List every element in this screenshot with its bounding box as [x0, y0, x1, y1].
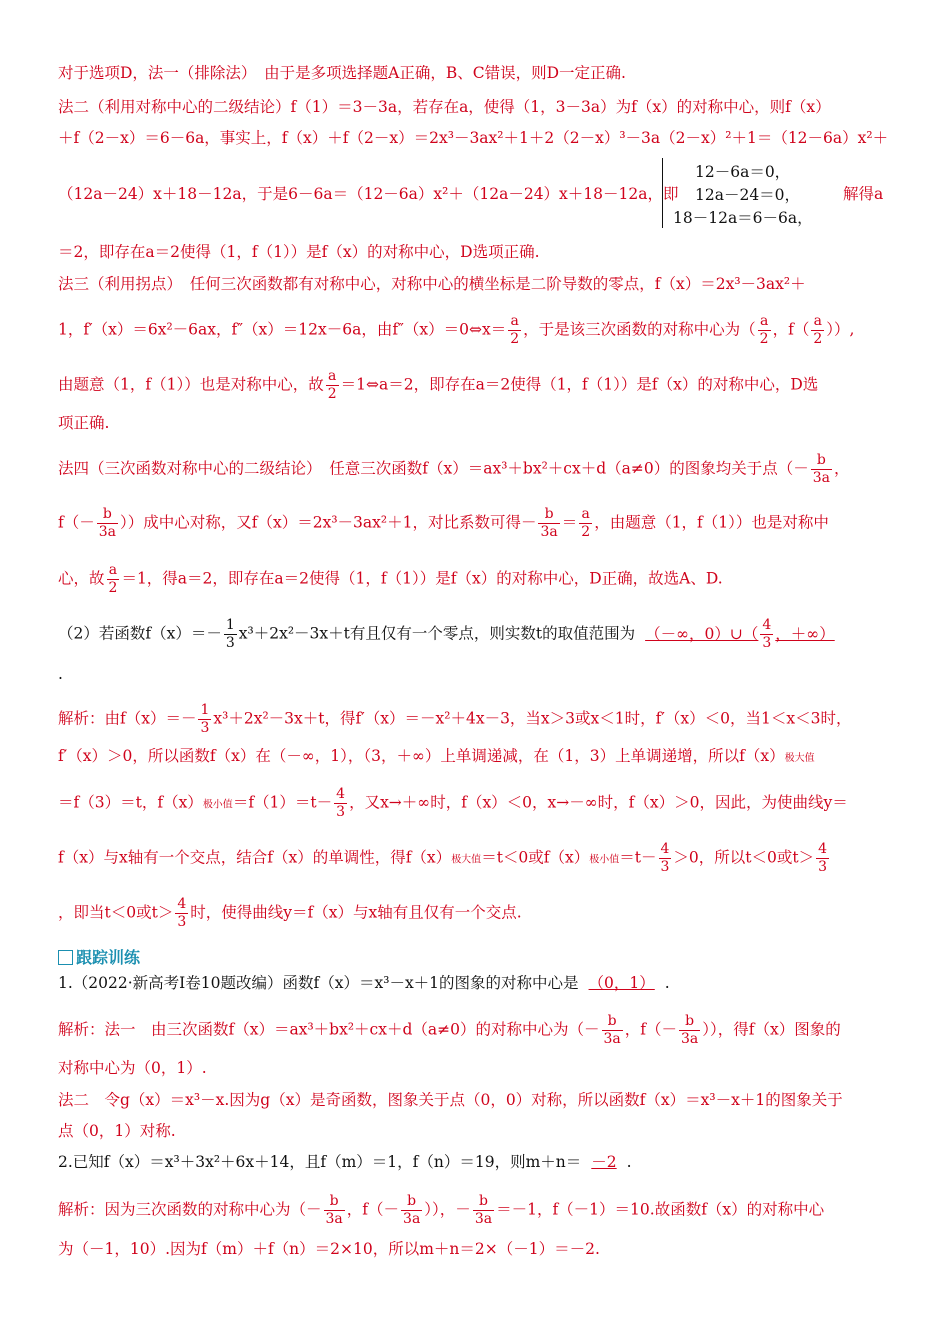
- line-method4-2: f（－ $\frac{b}{3a}$ ））成中心对称，又f（x）＝2x³－3ax²＋1，对比系数可得－ $\frac{b}{3a}$ ＝ $\frac{a}{2}$ ，由题意（1，f（1））也是对称中: [58, 506, 829, 540]
- analysis-q2-1: 解析：由f（x）＝－ $\frac{1}{3}$ x³＋2x²－3x＋t，得f′（x）＝－x²＋4x－3，当x＞3或x＜1时，f′（x）＜0，当1＜x＜3时，: [58, 702, 852, 736]
- equation-system: [662, 158, 833, 228]
- fraction-a-over-2: $\frac{a}{2}$: [759, 313, 769, 347]
- fraction-4-over-3: $\frac{4}{3}$: [660, 841, 670, 875]
- analysis-q2-3: ＝f（3）＝t，f（x）极小值＝f（1）＝t－ $\frac{4}{3}$ ，又x→＋∞时，f（x）＜0，x→－∞时，f（x）＞0，因此，为使曲线y＝: [58, 786, 848, 820]
- system-eq-3: 18－12a＝6－6a，: [673, 209, 813, 227]
- fraction-4-over-3: $\frac{4}{3}$: [336, 786, 346, 820]
- line-method2-3: （12a－24）x＋18－12a，于是6－6a＝（12－6a）x²＋（12a－24）x＋18－12a，即: [58, 185, 679, 203]
- answer-blank-p2: －2: [591, 1153, 617, 1171]
- system-eq-1: 12－6a＝0，: [695, 163, 791, 181]
- fraction-b-over-3a: $\frac{b}{3a}$: [474, 1193, 493, 1227]
- line-solve-a: 解得a: [843, 185, 884, 203]
- checkbox-icon: [58, 950, 73, 965]
- fraction-b-over-3a: $\frac{b}{3a}$: [98, 506, 117, 540]
- fraction-a-over-2: $\frac{a}{2}$: [813, 313, 823, 347]
- line-method3-4: 项正确.: [58, 414, 110, 432]
- fraction-a-over-2: $\frac{a}{2}$: [327, 368, 337, 402]
- section-heading-practice: 跟踪训练: [58, 946, 893, 970]
- line-method3-1: 法三（利用拐点） 任何三次函数都有对称中心，对称中心的横坐标是二阶导数的零点，f（x）＝2x³－3ax²＋: [58, 275, 806, 293]
- fraction-b-over-3a: $\frac{b}{3a}$: [681, 1013, 699, 1047]
- question-2-end: .: [58, 665, 63, 683]
- fraction-4-over-3: $\frac{4}{3}$: [177, 896, 187, 930]
- fraction-1-over-3: $\frac{1}{3}$: [225, 617, 235, 651]
- fraction-4-over-3: $\frac{4}{3}$: [818, 841, 828, 875]
- fraction-b-over-3a: $\frac{b}{3a}$: [540, 506, 558, 540]
- question-2: （2）若函数f（x）＝－ $\frac{1}{3}$ x³＋2x²－3x＋t有且仅有一个零点，则实数t的取值范围为 （－∞，0）∪（ $\frac{4}{3}$ ，＋∞）: [58, 617, 893, 652]
- line-method4-3: 心，故 $\frac{a}{2}$ ＝1，得a＝2，即存在a＝2使得（1，f（1））是f（x）的对称中心，D正确，故选A、D.: [58, 562, 723, 596]
- fraction-a-over-2: $\frac{a}{2}$: [108, 562, 118, 596]
- analysis-p1-4: 点（0，1）对称.: [58, 1122, 176, 1140]
- practice-1: 1.（2022·新高考Ⅰ卷10题改编）函数f（x）＝x³－x＋1的图象的对称中心是 （0，1） .: [58, 974, 670, 992]
- line-method2-4: ＝2，即存在a＝2使得（1，f（1））是f（x）的对称中心，D选项正确.: [58, 243, 540, 261]
- analysis-p2-1: 解析：因为三次函数的对称中心为（－ $\frac{b}{3a}$ ，f（－ $\frac{b}{3a}$ ）），－ $\frac{b}{3a}$ ＝－1，f（－1）＝10.故函数f（x）的对称中心: [58, 1193, 825, 1227]
- fraction-1-over-3: $\frac{1}{3}$: [200, 702, 210, 736]
- analysis-q2-4: f（x）与x轴有一个交点，结合f（x）的单调性，得f（x）极大值＝t＜0或f（x）极小值＝t－ $\frac{4}{3}$ ＞0，所以t＜0或t＞ $\frac{4}{3}$: [58, 841, 828, 875]
- system-eq-2: 12a－24＝0，: [695, 186, 801, 204]
- line-method4-1: 法四（三次函数对称中心的二级结论） 任意三次函数f（x）＝ax³＋bx²＋cx＋d（a≠0）的图象均关于点（－ $\frac{b}{3a}$ ，: [58, 452, 850, 486]
- answer-blank-p1: （0，1）: [588, 974, 655, 992]
- analysis-q2-5: ，即当t＜0或t＞ $\frac{4}{3}$ 时，使得曲线y＝f（x）与x轴有且仅有一个交点.: [58, 896, 522, 930]
- line-method2-1: 法二（利用对称中心的二级结论）f（1）＝3－3a，若存在a，使得（1，3－3a）为f（x）的对称中心，则f（x）: [58, 98, 831, 116]
- analysis-p2-2: 为（－1，10）.因为f（m）＋f（n）＝2×10，所以m＋n＝2×（－1）＝－2.: [58, 1240, 600, 1258]
- line-method3-3: 由题意（1，f（1））也是对称中心，故 $\frac{a}{2}$ ＝1⇔a＝2，即存在a＝2使得（1，f（1））是f（x）的对称中心，D选: [58, 368, 819, 402]
- line-option-d: 对于选项D，法一（排除法） 由于是多项选择题A正确，B、C错误，则D一定正确.: [58, 64, 626, 82]
- fraction-b-over-3a: $\frac{b}{3a}$: [325, 1193, 343, 1227]
- fraction-b-over-3a: $\frac{b}{3a}$: [603, 1013, 621, 1047]
- line-method3-2: 1，f′（x）＝6x²－6ax，f″（x）＝12x－6a，由f″（x）＝0⇔x＝ $\frac{a}{2}$ ，于是该三次函数的对称中心为（ $\frac{a}{2}$ ，f（ $\frac{a}{2}$ ））,: [58, 313, 855, 347]
- fraction-a-over-2: $\frac{a}{2}$: [510, 313, 520, 347]
- practice-2: 2.已知f（x）＝x³＋3x²＋6x＋14，且f（m）＝1，f（n）＝19，则m＋n＝ －2 .: [58, 1153, 632, 1171]
- analysis-p1-2: 对称中心为（0，1）.: [58, 1059, 207, 1077]
- analysis-p1-1: 解析：法一 由三次函数f（x）＝ax³＋bx²＋cx＋d（a≠0）的对称中心为（－ $\frac{b}{3a}$ ，f（－ $\frac{b}{3a}$ ）），得f（x）图象的: [58, 1013, 841, 1047]
- fraction-4-over-3: $\frac{4}{3}$: [762, 617, 772, 651]
- fraction-a-over-2: $\frac{a}{2}$: [581, 506, 591, 540]
- fraction-b-over-3a: $\frac{b}{3a}$: [812, 452, 831, 486]
- analysis-p1-3: 法二 令g（x）＝x³－x.因为g（x）是奇函数，图象关于点（0，0）对称，所以函数f（x）＝x³－x＋1的图象关于: [58, 1091, 843, 1109]
- line-method2-2: ＋f（2－x）＝6－6a，事实上，f（x）＋f（2－x）＝2x³－3ax²＋1＋2（2－x）³－3a（2－x）²＋1＝（12－6a）x²＋: [58, 129, 889, 147]
- answer-blank-q2: （－∞，0）∪（ $\frac{4}{3}$ ，＋∞）: [645, 617, 835, 651]
- analysis-q2-2: f′（x）＞0，所以函数f（x）在（－∞，1），（3，＋∞）上单调递减，在（1，3）上单调递增，所以f（x）极大值: [58, 747, 815, 765]
- fraction-b-over-3a: $\frac{b}{3a}$: [403, 1193, 421, 1227]
